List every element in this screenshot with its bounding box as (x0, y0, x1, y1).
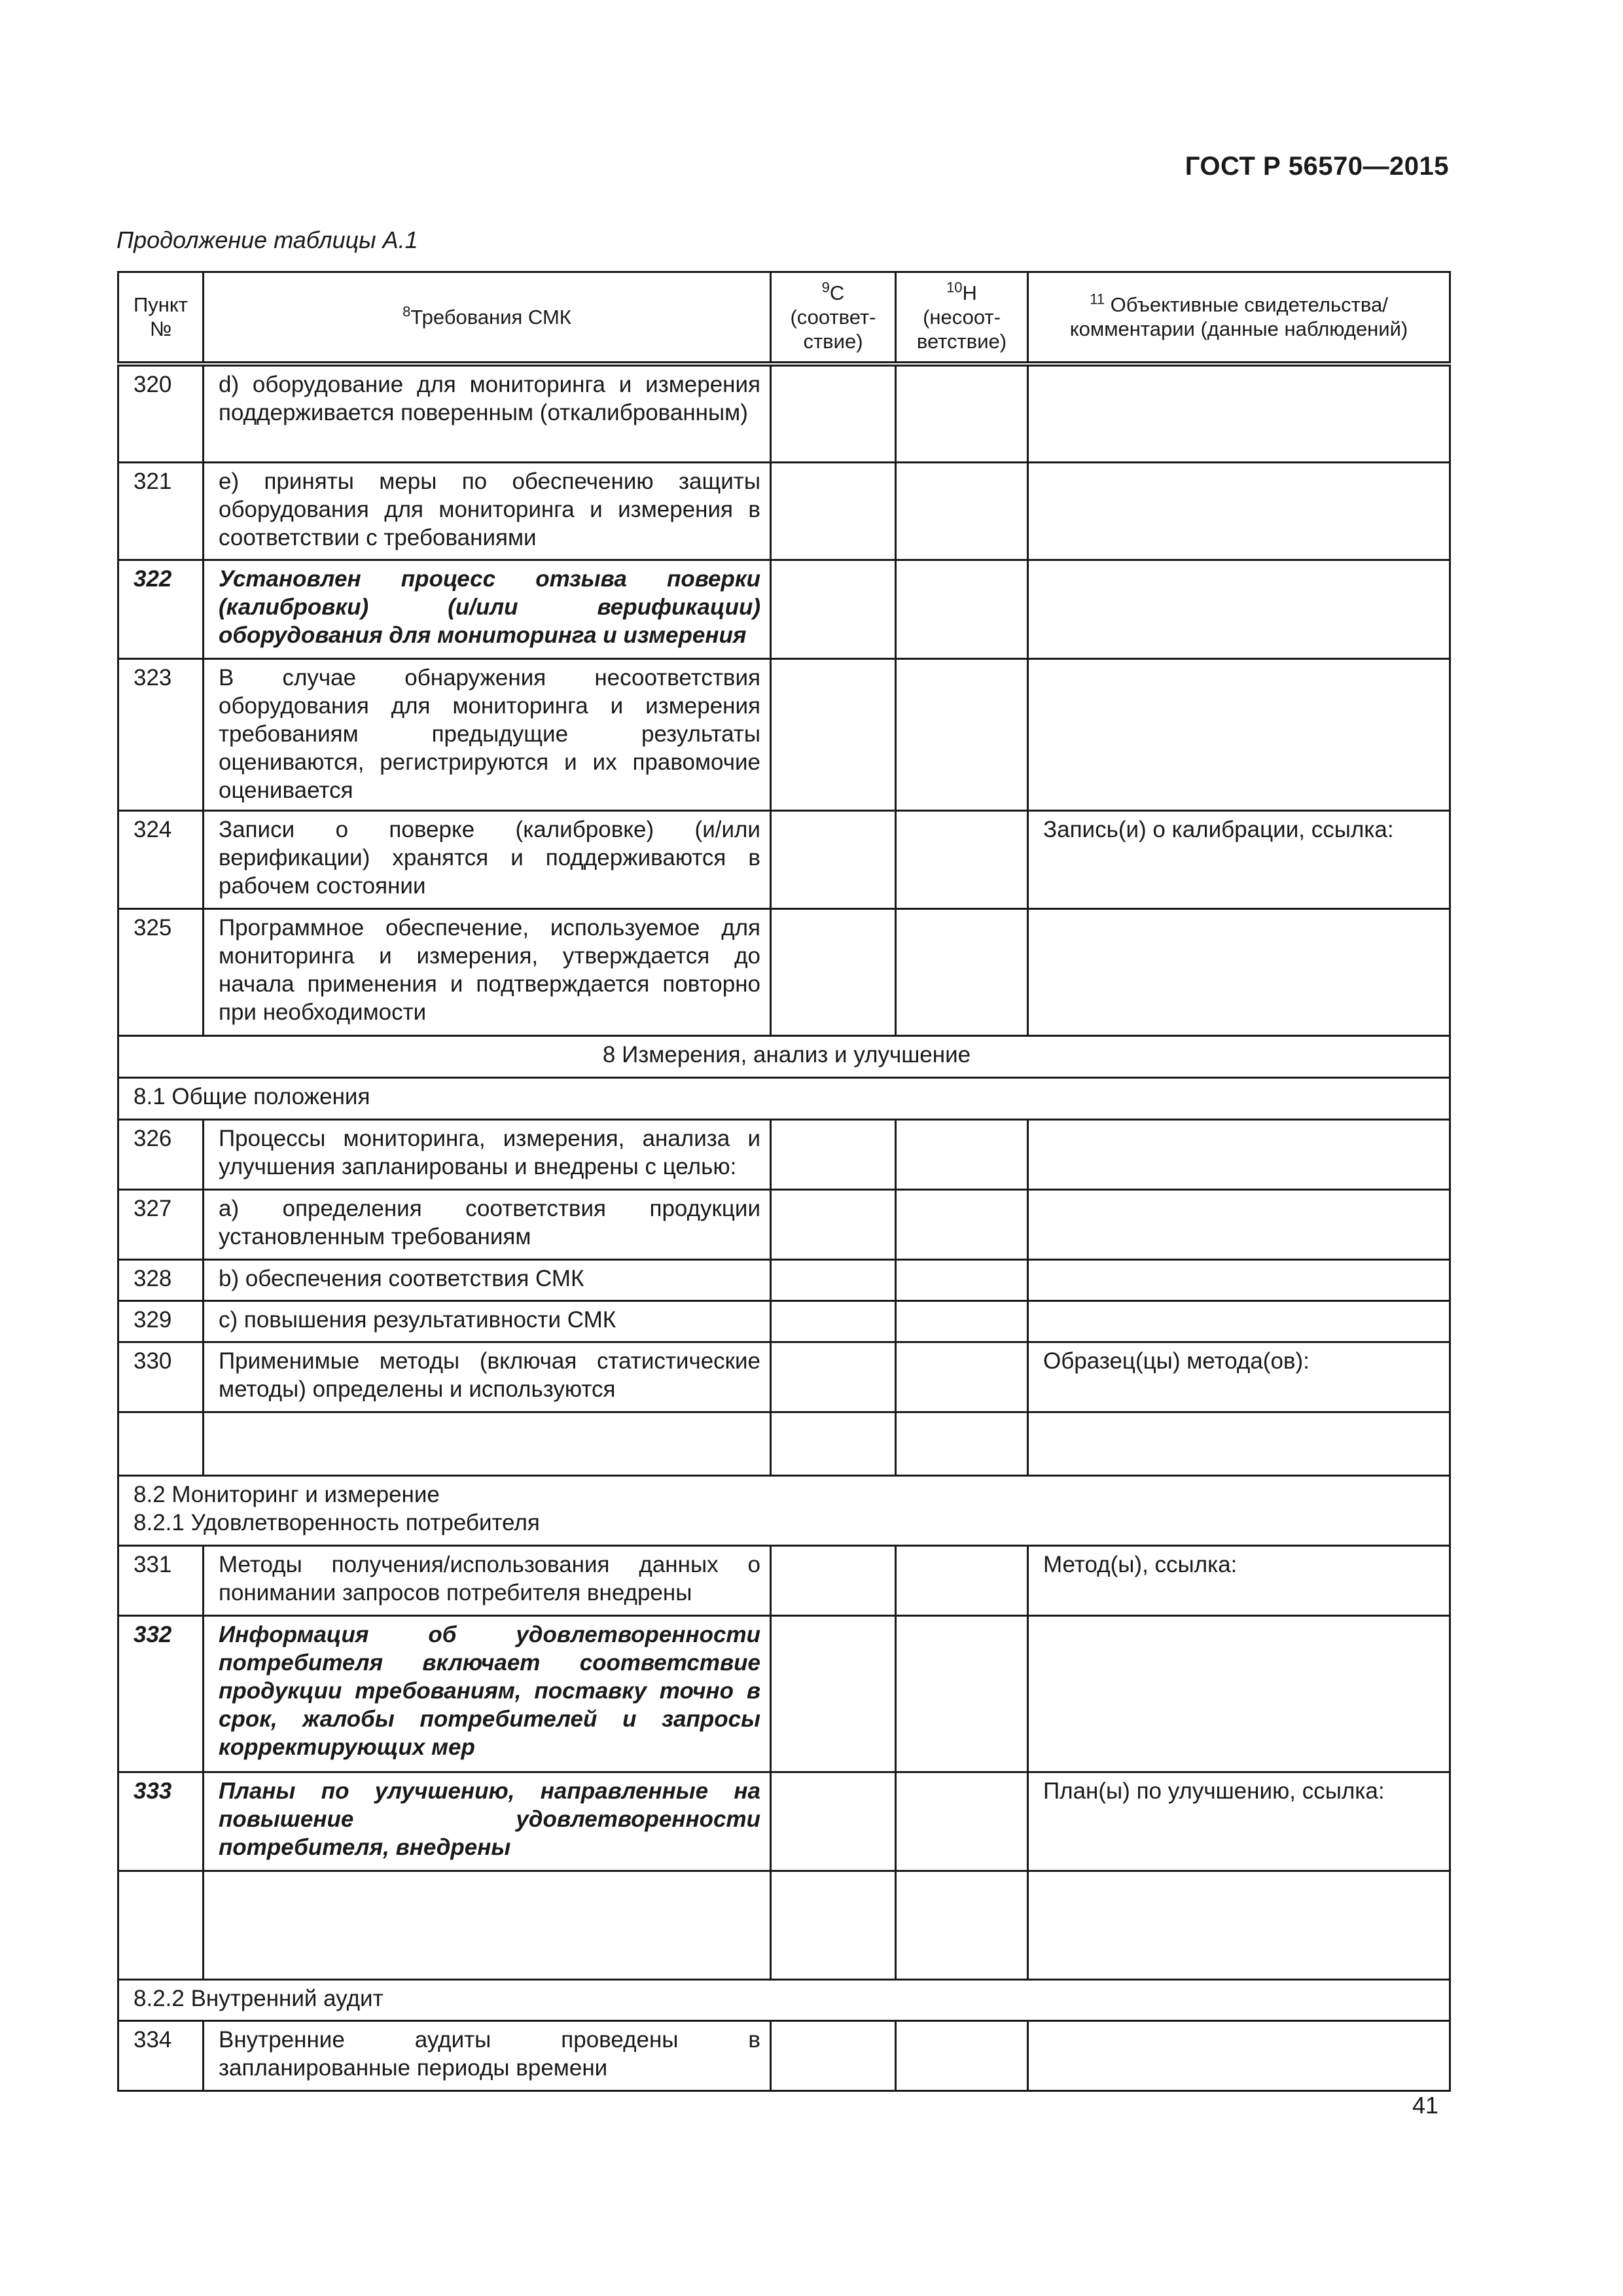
requirement-text: Программное обеспечение, используемое для мониторинга и измерения, утверждается до начала применения и подтверждается повторно при необходимости (204, 909, 771, 1036)
empty-cell (771, 1412, 896, 1476)
empty-cell (896, 1871, 1028, 1980)
conformity-cell (771, 1616, 896, 1772)
nonconformity-cell (896, 1190, 1028, 1260)
subsection-row (118, 1980, 1450, 2021)
conformity-cell (771, 1772, 896, 1871)
item-number: 324 (118, 811, 204, 909)
requirement-text: e) приняты меры по обеспечению защиты оборудования для мониторинга и измерения в соответствии с требованиями (204, 463, 771, 560)
document-code: ГОСТ Р 56570—2015 (1185, 152, 1449, 181)
conformity-cell (771, 811, 896, 909)
evidence-cell (1028, 364, 1450, 463)
empty-row (118, 1871, 1450, 1980)
empty-cell (118, 1412, 204, 1476)
subsection-row (118, 1078, 1450, 1120)
evidence-cell (1028, 2021, 1450, 2091)
evidence-cell: Запись(и) о калибрации, ссылка: (1028, 811, 1450, 909)
evidence-cell (1028, 659, 1450, 811)
nonconformity-cell (896, 1120, 1028, 1190)
item-number: 328 (118, 1260, 204, 1301)
conformity-cell (771, 2021, 896, 2091)
requirement-text: Установлен процесс отзыва поверки (калибровки) (и/или верификации) оборудования для мониторинга и измерения (204, 560, 771, 659)
item-number: 326 (118, 1120, 204, 1190)
nonconformity-cell (896, 1342, 1028, 1412)
nonconformity-cell (896, 1772, 1028, 1871)
evidence-cell (1028, 560, 1450, 659)
item-number: 330 (118, 1342, 204, 1412)
conformity-cell (771, 364, 896, 463)
requirement-text: Применимые методы (включая статистические методы) определены и используются (204, 1342, 771, 1412)
empty-cell (118, 1871, 204, 1980)
evidence-cell (1028, 1616, 1450, 1772)
header-conformity: $^9$С (соответ- ствие) (771, 272, 896, 364)
nonconformity-cell (896, 1616, 1028, 1772)
item-number: 329 (118, 1301, 204, 1342)
requirement-text: a) определения соответствия продукции установленным требованиям (204, 1190, 771, 1260)
evidence-cell: Образец(цы) метода(ов): (1028, 1342, 1450, 1412)
requirement-text: Информация об удовлетворенности потребителя включает соответствие продукции требованиям, поставку точно в срок, жалобы потребителей и запросы корректирующих мер (204, 1616, 771, 1772)
item-number: 325 (118, 909, 204, 1036)
conformity-cell (771, 560, 896, 659)
empty-cell (771, 1871, 896, 1980)
requirement-text: Записи о поверке (калибровке) (и/или верификации) хранятся и поддерживаются в рабочем состоянии (204, 811, 771, 909)
evidence-cell (1028, 463, 1450, 560)
item-number: 327 (118, 1190, 204, 1260)
nonconformity-cell (896, 2021, 1028, 2091)
table-row (118, 1301, 1450, 1342)
nonconformity-cell (896, 1546, 1028, 1616)
conformity-cell (771, 1342, 896, 1412)
evidence-cell (1028, 1120, 1450, 1190)
requirement-text: Внутренние аудиты проведены в запланированные периоды времени (204, 2021, 771, 2091)
conformity-cell (771, 1190, 896, 1260)
evidence-cell: Метод(ы), ссылка: (1028, 1546, 1450, 1616)
table-row (118, 560, 1450, 659)
conformity-cell (771, 1120, 896, 1190)
empty-cell (896, 1412, 1028, 1476)
item-number: 332 (118, 1616, 204, 1772)
empty-cell (204, 1412, 771, 1476)
empty-cell (204, 1871, 771, 1980)
subsection-heading: 8.2 Мониторинг и измерение 8.2.1 Удовлетворенность потребителя (118, 1476, 1450, 1546)
table-caption: Продолжение таблицы А.1 (116, 226, 418, 253)
subsection-heading: 8.1 Общие положения (118, 1078, 1450, 1120)
empty-cell (1028, 1412, 1450, 1476)
table-row (118, 1260, 1450, 1301)
header-requirements: $^8$Требования СМК (204, 272, 771, 364)
table-row (118, 811, 1450, 909)
nonconformity-cell (896, 1260, 1028, 1301)
table-header-row (118, 272, 1450, 364)
table-row (118, 909, 1450, 1036)
nonconformity-cell (896, 364, 1028, 463)
item-number: 321 (118, 463, 204, 560)
nonconformity-cell (896, 909, 1028, 1036)
conformity-cell (771, 1301, 896, 1342)
subsection-row (118, 1476, 1450, 1546)
requirement-text: c) повышения результативности СМК (204, 1301, 771, 1342)
nonconformity-cell (896, 463, 1028, 560)
conformity-cell (771, 1546, 896, 1616)
item-number: 323 (118, 659, 204, 811)
section-row (118, 1036, 1450, 1078)
item-number: 333 (118, 1772, 204, 1871)
conformity-cell (771, 1260, 896, 1301)
evidence-cell (1028, 1301, 1450, 1342)
requirement-text: Процессы мониторинга, измерения, анализа и улучшения запланированы и внедрены с целью: (204, 1120, 771, 1190)
nonconformity-cell (896, 811, 1028, 909)
empty-cell (1028, 1871, 1450, 1980)
requirement-text: В случае обнаружения несоответствия оборудования для мониторинга и измерения требованиям предыдущие результаты оцениваются, регистрируются и их правомочие оценивается (204, 659, 771, 811)
page-number: 41 (1412, 2092, 1438, 2119)
evidence-cell: План(ы) по улучшению, ссылка: (1028, 1772, 1450, 1871)
item-number: 320 (118, 364, 204, 463)
table-row (118, 1772, 1450, 1871)
subsection-heading: 8.2.2 Внутренний аудит (118, 1980, 1450, 2021)
section-heading: 8 Измерения, анализ и улучшение (118, 1036, 1450, 1078)
conformity-cell (771, 909, 896, 1036)
table-row (118, 1120, 1450, 1190)
evidence-cell (1028, 1190, 1450, 1260)
item-number: 331 (118, 1546, 204, 1616)
evidence-cell (1028, 909, 1450, 1036)
evidence-cell (1028, 1260, 1450, 1301)
header-evidence: $^{11}$ Объективные свидетельства/ комментарии (данные наблюдений) (1028, 272, 1450, 364)
item-number: 322 (118, 560, 204, 659)
empty-row (118, 1412, 1450, 1476)
header-item-number: Пункт № (118, 272, 204, 364)
table-row (118, 1616, 1450, 1772)
item-number: 334 (118, 2021, 204, 2091)
requirement-text: b) обеспечения соответствия СМК (204, 1260, 771, 1301)
nonconformity-cell (896, 659, 1028, 811)
table-row (118, 659, 1450, 811)
table-row (118, 1342, 1450, 1412)
nonconformity-cell (896, 1301, 1028, 1342)
table-row (118, 1546, 1450, 1616)
table-row (118, 2021, 1450, 2091)
nonconformity-cell (896, 560, 1028, 659)
header-nonconformity: $^{10}$Н (несоот- ветствие) (896, 272, 1028, 364)
table-row (118, 1190, 1450, 1260)
table-row (118, 463, 1450, 560)
requirements-table (117, 271, 1451, 2092)
conformity-cell (771, 659, 896, 811)
table-row (118, 364, 1450, 463)
conformity-cell (771, 463, 896, 560)
requirement-text: d) оборудование для мониторинга и измерения поддерживается поверенным (откалиброванным) (204, 364, 771, 463)
requirement-text: Методы получения/использования данных о понимании запросов потребителя внедрены (204, 1546, 771, 1616)
requirement-text: Планы по улучшению, направленные на повышение удовлетворенности потребителя, внедрены (204, 1772, 771, 1871)
